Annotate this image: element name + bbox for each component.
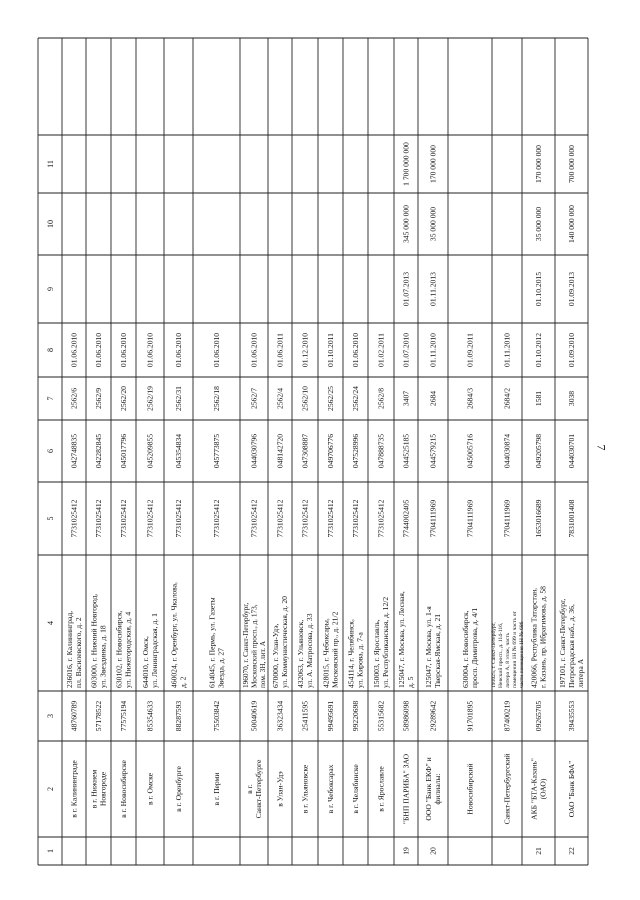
cell-bik: 042282845 (94, 433, 104, 469)
cell-reg: 2684/2 (502, 387, 512, 410)
cell-inn: 7731025412 (212, 499, 222, 538)
cell-no: 22 (567, 847, 577, 855)
cell-bik: 044030796 (249, 433, 259, 469)
cell-bik: 049706776 (326, 433, 336, 469)
column-number: 9 (45, 287, 55, 291)
cell-inn: 1653016689 (534, 499, 544, 538)
cell-okpo: 55315682 (376, 700, 386, 732)
cell-okpo: 57178522 (94, 700, 104, 732)
cell-okpo: 25411595 (300, 700, 310, 732)
cell-bik: 045209855 (145, 433, 155, 469)
cell-address: 125047, г. Москва, ул. Лесная,д. 5 (397, 591, 416, 688)
cell-address: 630004, г. Новосибирск,просп. Димитрова, д. 4/1 (461, 607, 480, 688)
cell-date1: 01.11.2010 (428, 333, 438, 367)
cell-bik: 047308887 (300, 433, 310, 469)
cell-date1: 01.06.2010 (351, 332, 361, 368)
cell-name: в Улан-Удэ (275, 771, 285, 807)
cell-address: 603000, г. Нижний Новгород,ул. Звездинка, д. 18 (89, 593, 108, 688)
cell-inn: 7731025412 (351, 499, 361, 538)
cell-reg: 2562/9 (94, 387, 104, 410)
cell-reg: 2562/6 (69, 387, 79, 410)
cell-bik: 044579215 (428, 433, 438, 469)
cell-address: 420066, Республика Татарстан,г. Казань, пр. Ибрагимова, д. 58 (529, 586, 548, 688)
cell-bik: 045354834 (174, 433, 184, 469)
cell-date1: 01.12.2010 (300, 332, 310, 368)
cell-amount1: 35 000 000 (534, 206, 544, 242)
cell-bik: 047528996 (351, 433, 361, 469)
cell-name: в г. Перми (212, 772, 222, 806)
cell-bik: 048142720 (275, 433, 285, 469)
column-number: 6 (45, 449, 55, 453)
cell-okpo: 58986098 (401, 700, 411, 732)
column-number: 8 (45, 348, 55, 352)
cell-bik: 044525185 (401, 433, 411, 469)
cell-okpo: 91701895 (465, 700, 475, 732)
cell-inn: 7731025412 (174, 499, 184, 538)
cell-name: в г. Ярославле (376, 766, 386, 812)
cell-amount1: 345 000 000 (401, 205, 411, 243)
cell-date1: 01.06.2011 (275, 333, 285, 367)
cell-bik: 044030874 (502, 433, 512, 469)
cell-okpo: 36323434 (275, 700, 285, 732)
cell-inn: 7731025412 (119, 499, 129, 538)
cell-inn: 7731025412 (94, 499, 104, 538)
cell-date1: 01.06.2010 (174, 332, 184, 368)
cell-inn: 7731025412 (300, 499, 310, 538)
cell-reg: 3038 (567, 390, 577, 407)
cell-address: 454114, г. Челябинск,ул. Кирова, д. 7-а (346, 619, 365, 688)
cell-okpo: 75503842 (212, 700, 222, 732)
cell-okpo: 48760789 (69, 700, 79, 732)
cell-name: в г. Чебоксарах (326, 764, 336, 814)
cell-date1: 01.10.2012 (534, 332, 544, 368)
cell-bik: 042748835 (69, 433, 79, 469)
cell-address: 644010, г. Омск,ул. Ленинградская, д. 1 (141, 613, 160, 688)
cell-amount2: 170 000 000 (534, 145, 544, 183)
cell-name: в г. Калининграде (69, 760, 79, 818)
cell-inn: 7744002405 (401, 499, 411, 538)
column-number: 4 (45, 621, 55, 625)
cell-reg: 2684 (428, 390, 438, 407)
cell-name: в г. Челябинске (351, 764, 361, 814)
cell-bik: 044030701 (567, 433, 577, 469)
cell-reg: 2562/31 (174, 386, 184, 411)
cell-address: 197101, г. Санкт-Петербург,Петроградская наб., д. 36,литера А (558, 598, 586, 688)
cell-date1: 01.11.2010 (502, 333, 512, 367)
cell-reg: 1581 (534, 390, 544, 407)
column-number: 11 (45, 160, 55, 168)
cell-date1: 01.02.2011 (376, 333, 386, 367)
cell-okpo: 85354633 (145, 700, 155, 732)
cell-address: 630102, г. Новосибирск,ул. Нижегородская, д. 4 (114, 610, 133, 688)
cell-amount2: 1 700 000 000 (401, 142, 411, 186)
cell-date2: 01.11.2013 (428, 272, 438, 306)
cell-date1: 01.06.2010 (249, 332, 259, 368)
cell-okpo: 09265705 (534, 700, 544, 732)
cell-date1: 01.06.2010 (212, 332, 222, 368)
cell-inn: 7704111969 (465, 499, 475, 538)
column-number: 3 (45, 714, 55, 718)
cell-amount1: 140 000 000 (567, 205, 577, 243)
cell-inn: 7731025412 (69, 499, 79, 538)
cell-name: в г. НижнемНовгороде (89, 769, 108, 809)
cell-address: 432063, г. Ульяновск,ул. А. Матросова, д. 33 (296, 613, 315, 688)
cell-address: 614045, г. Пермь, ул. ГазетыЗвезда, д. 27 (207, 597, 226, 688)
cell-inn: 7831001408 (567, 499, 577, 538)
column-number: 7 (45, 396, 55, 401)
cell-bik: 045773875 (212, 433, 222, 469)
cell-address: 428015, г. Чебоксары,Московский пр., д. 21/2 (321, 611, 340, 688)
cell-date1: 01.09.2011 (465, 333, 475, 367)
cell-name: в г. Оренбурге (174, 766, 184, 812)
cell-name: в г. Новосибирске (119, 760, 129, 818)
cell-reg: 2562/4 (275, 387, 285, 410)
cell-address: 196070, г. Санкт-Петербург,Московский просп., д. 173,пом. 3Н, лит. А (241, 602, 268, 688)
column-number: 10 (45, 220, 55, 228)
cell-okpo: 29289642 (428, 700, 438, 732)
cell-amount2: 170 000 000 (428, 145, 438, 183)
cell-address: 191025, г. Санкт-Петербург,Невский просп., д. 114-116,литера А, 8 этаж, частьпомещения 1Н № 699 и часть отчасти помещения 1Н № 686 (490, 611, 525, 688)
cell-address: 150003, г. Ярославль,ул. Республиканская, д. 12/2 (372, 596, 391, 688)
cell-date2: 01.07.2013 (401, 271, 411, 307)
cell-reg: 2562/18 (212, 386, 222, 411)
cell-bik: 045017796 (119, 433, 129, 469)
column-number: 1 (45, 849, 55, 853)
cell-date1: 01.06.2010 (94, 332, 104, 368)
cell-date2: 01.09.2013 (567, 271, 577, 307)
cell-reg: 2562/25 (326, 386, 336, 411)
cell-address: 460024, г. Оренбург, ул. Чкалова,д. 2 (169, 582, 188, 688)
cell-okpo: 87400219 (502, 700, 512, 732)
cell-okpo: 99495691 (326, 700, 336, 732)
cell-no: 21 (534, 847, 544, 855)
cell-name: в г.Санкт-Петербурге (245, 759, 264, 819)
cell-reg: 2562/7 (249, 387, 259, 410)
cell-address: 125047, г. Москва, ул. 1-яТверская-Ямская, д. 21 (424, 606, 443, 688)
cell-name: Новосибирский (465, 763, 475, 815)
cell-address: 236016, г. Калининград,пл. Василевского, д. 2 (65, 610, 84, 688)
cell-date1: 01.06.2010 (145, 332, 155, 368)
cell-inn: 7731025412 (326, 499, 336, 538)
cell-bik: 045005716 (465, 433, 475, 469)
cell-name: "БНП ПАРИБА" ЗАО (401, 753, 411, 825)
cell-okpo: 77575194 (119, 700, 129, 732)
cell-reg: 2684/3 (465, 387, 475, 410)
cell-name: в г. Омске (145, 772, 155, 806)
cell-name: АКБ "БТА-Казань"(ОАО) (529, 758, 548, 820)
cell-name: Санкт-Петербургский (502, 753, 512, 825)
cell-no: 19 (401, 847, 411, 855)
cell-inn: 7704111969 (502, 499, 512, 538)
cell-no: 20 (428, 847, 438, 855)
cell-address: 670000, г. Улан-Удэ,ул. Коммунистическая, д. 20 (271, 596, 290, 688)
cell-name: ОАО "Банк БФА" (567, 760, 577, 818)
cell-okpo: 99220698 (351, 700, 361, 732)
cell-amount2: 700 000 000 (567, 145, 577, 183)
cell-reg: 2562/10 (300, 386, 310, 411)
column-number: 5 (45, 516, 55, 521)
cell-inn: 7731025412 (145, 499, 155, 538)
cell-name: в г. Ульяновске (300, 764, 310, 814)
cell-date1: 01.06.2010 (119, 332, 129, 368)
cell-date1: 01.07.2010 (401, 332, 411, 368)
cell-amount1: 35 000 000 (428, 206, 438, 242)
cell-date1: 01.10.2011 (326, 333, 336, 367)
cell-inn: 7731025412 (376, 499, 386, 538)
cell-date1: 01.06.2010 (69, 332, 79, 368)
cell-reg: 2562/19 (145, 386, 155, 411)
cell-date2: 01.10.2015 (534, 271, 544, 307)
page-number: 7 (594, 444, 609, 451)
cell-reg: 2562/20 (119, 386, 129, 411)
cell-okpo: 88287593 (174, 700, 184, 732)
cell-okpo: 39435553 (567, 700, 577, 732)
cell-inn: 7731025412 (249, 499, 259, 538)
column-number: 2 (45, 787, 55, 791)
cell-date1: 01.09.2010 (567, 332, 577, 368)
cell-name: ООО "Банк ЕКФ" ифилиалы: (424, 757, 443, 821)
cell-reg: 2562/24 (351, 386, 361, 411)
cell-okpo: 50040619 (249, 700, 259, 732)
cell-inn: 7731025412 (275, 499, 285, 538)
cell-reg: 3407 (401, 390, 411, 407)
cell-inn: 7704111969 (428, 499, 438, 538)
cell-bik: 047888735 (376, 433, 386, 469)
cell-reg: 2562/8 (376, 387, 386, 410)
cell-bik: 049205798 (534, 433, 544, 469)
